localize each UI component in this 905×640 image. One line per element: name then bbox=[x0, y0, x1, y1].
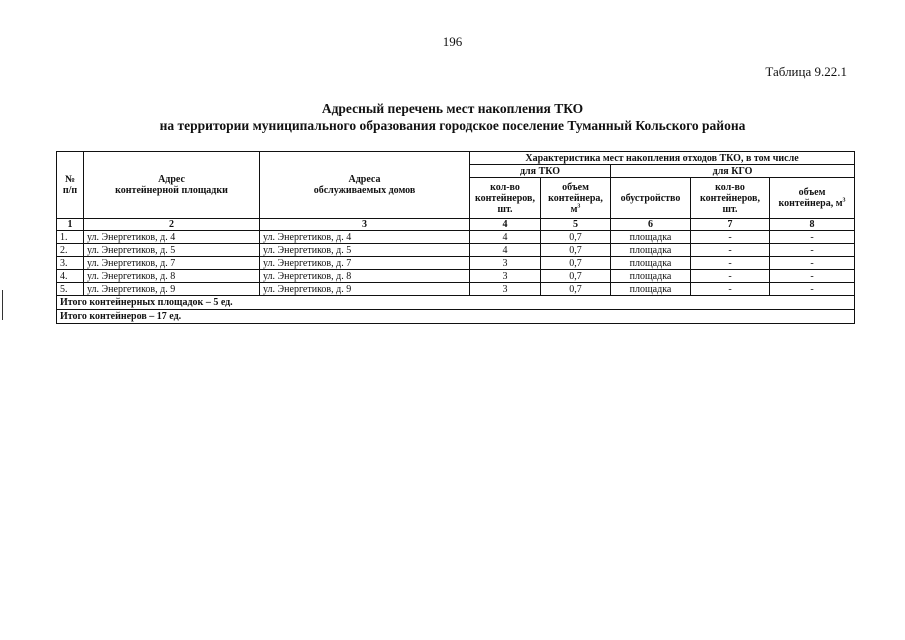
row-kgo-count: - bbox=[691, 283, 770, 296]
row-site-address: ул. Энергетиков, д. 8 bbox=[84, 270, 260, 283]
total-sites: Итого контейнерных площадок – 5 ед. bbox=[57, 296, 855, 310]
header-houses-line2: обслуживаемых домов bbox=[313, 185, 416, 196]
row-tko-volume: 0,7 bbox=[541, 270, 611, 283]
row-tko-count: 3 bbox=[470, 257, 541, 270]
column-number: 1 bbox=[57, 219, 84, 231]
column-number: 3 bbox=[260, 219, 470, 231]
column-number: 6 bbox=[611, 219, 691, 231]
row-kgo-volume: - bbox=[770, 270, 855, 283]
row-site-address: ул. Энергетиков, д. 5 bbox=[84, 244, 260, 257]
row-num: 1. bbox=[57, 231, 84, 244]
header-kgo-count: кол-во контейнеров, шт. bbox=[691, 178, 770, 219]
row-kgo-volume: - bbox=[770, 257, 855, 270]
row-tko-volume: 0,7 bbox=[541, 257, 611, 270]
header-site-address-line2: контейнерной площадки bbox=[115, 185, 228, 196]
table-row bbox=[57, 257, 855, 270]
header-tko-volume bbox=[541, 178, 611, 219]
row-num: 2. bbox=[57, 244, 84, 257]
header-tko-volume-power: 3 bbox=[577, 203, 581, 210]
row-houses: ул. Энергетиков, д. 9 bbox=[260, 283, 470, 296]
header-num: № п/п bbox=[57, 152, 84, 219]
header-kgo-equipment: обустройство bbox=[611, 178, 691, 219]
header-for-kgo: для КГО bbox=[611, 165, 855, 178]
row-num: 5. bbox=[57, 283, 84, 296]
row-equipment: площадка bbox=[611, 231, 691, 244]
header-kgo-volume-text: объем контейнера, м bbox=[778, 187, 843, 209]
row-kgo-volume: - bbox=[770, 244, 855, 257]
row-tko-count: 3 bbox=[470, 270, 541, 283]
row-kgo-count: - bbox=[691, 257, 770, 270]
row-kgo-count: - bbox=[691, 231, 770, 244]
title-line-1: Адресный перечень мест накопления ТКО bbox=[321, 101, 584, 116]
header-characteristics: Характеристика мест накопления отходов ТКО, в том числе bbox=[470, 152, 855, 165]
row-tko-volume: 0,7 bbox=[541, 244, 611, 257]
table-row bbox=[57, 270, 855, 283]
total-containers: Итого контейнеров – 17 ед. bbox=[57, 310, 855, 324]
row-kgo-count: - bbox=[691, 270, 770, 283]
row-equipment: площадка bbox=[611, 257, 691, 270]
header-site-address-line1: Адрес bbox=[158, 174, 185, 185]
table-row bbox=[57, 244, 855, 257]
row-kgo-volume: - bbox=[770, 283, 855, 296]
header-houses-line1: Адреса bbox=[348, 174, 381, 185]
table-row bbox=[57, 283, 855, 296]
table-row bbox=[57, 231, 855, 244]
row-equipment: площадка bbox=[611, 283, 691, 296]
row-tko-volume: 0,7 bbox=[541, 231, 611, 244]
row-equipment: площадка bbox=[611, 244, 691, 257]
total-containers-row bbox=[57, 310, 855, 324]
row-site-address: ул. Энергетиков, д. 7 bbox=[84, 257, 260, 270]
column-number: 7 bbox=[691, 219, 770, 231]
scan-edge-mark bbox=[2, 290, 3, 320]
row-tko-count: 4 bbox=[470, 231, 541, 244]
row-tko-volume: 0,7 bbox=[541, 283, 611, 296]
row-houses: ул. Энергетиков, д. 7 bbox=[260, 257, 470, 270]
column-number: 5 bbox=[541, 219, 611, 231]
column-number-row bbox=[57, 219, 855, 231]
row-tko-count: 4 bbox=[470, 244, 541, 257]
column-number: 2 bbox=[84, 219, 260, 231]
column-number: 8 bbox=[770, 219, 855, 231]
column-number: 4 bbox=[470, 219, 541, 231]
row-tko-count: 3 bbox=[470, 283, 541, 296]
header-site-address bbox=[84, 152, 260, 219]
row-houses: ул. Энергетиков, д. 4 bbox=[260, 231, 470, 244]
row-kgo-count: - bbox=[691, 244, 770, 257]
row-num: 3. bbox=[57, 257, 84, 270]
row-site-address: ул. Энергетиков, д. 9 bbox=[84, 283, 260, 296]
header-tko-count: кол-во контейнеров, шт. bbox=[470, 178, 541, 219]
row-houses: ул. Энергетиков, д. 8 bbox=[260, 270, 470, 283]
waste-sites-table bbox=[56, 151, 855, 324]
document-title bbox=[0, 100, 905, 134]
row-kgo-volume: - bbox=[770, 231, 855, 244]
row-num: 4. bbox=[57, 270, 84, 283]
header-kgo-volume-power: 3 bbox=[842, 197, 846, 204]
total-sites-row bbox=[57, 296, 855, 310]
row-equipment: площадка bbox=[611, 270, 691, 283]
title-line-2: на территории муниципального образования городское поселение Туманный Кольского района bbox=[159, 118, 746, 133]
header-tko-volume-text: объем контейнера, м bbox=[548, 181, 603, 215]
table-label: Таблица 9.22.1 bbox=[765, 64, 847, 79]
header-for-tko: для ТКО bbox=[470, 165, 611, 178]
header-houses bbox=[260, 152, 470, 219]
row-site-address: ул. Энергетиков, д. 4 bbox=[84, 231, 260, 244]
page-number: 196 bbox=[442, 34, 463, 49]
row-houses: ул. Энергетиков, д. 5 bbox=[260, 244, 470, 257]
header-kgo-volume bbox=[770, 178, 855, 219]
